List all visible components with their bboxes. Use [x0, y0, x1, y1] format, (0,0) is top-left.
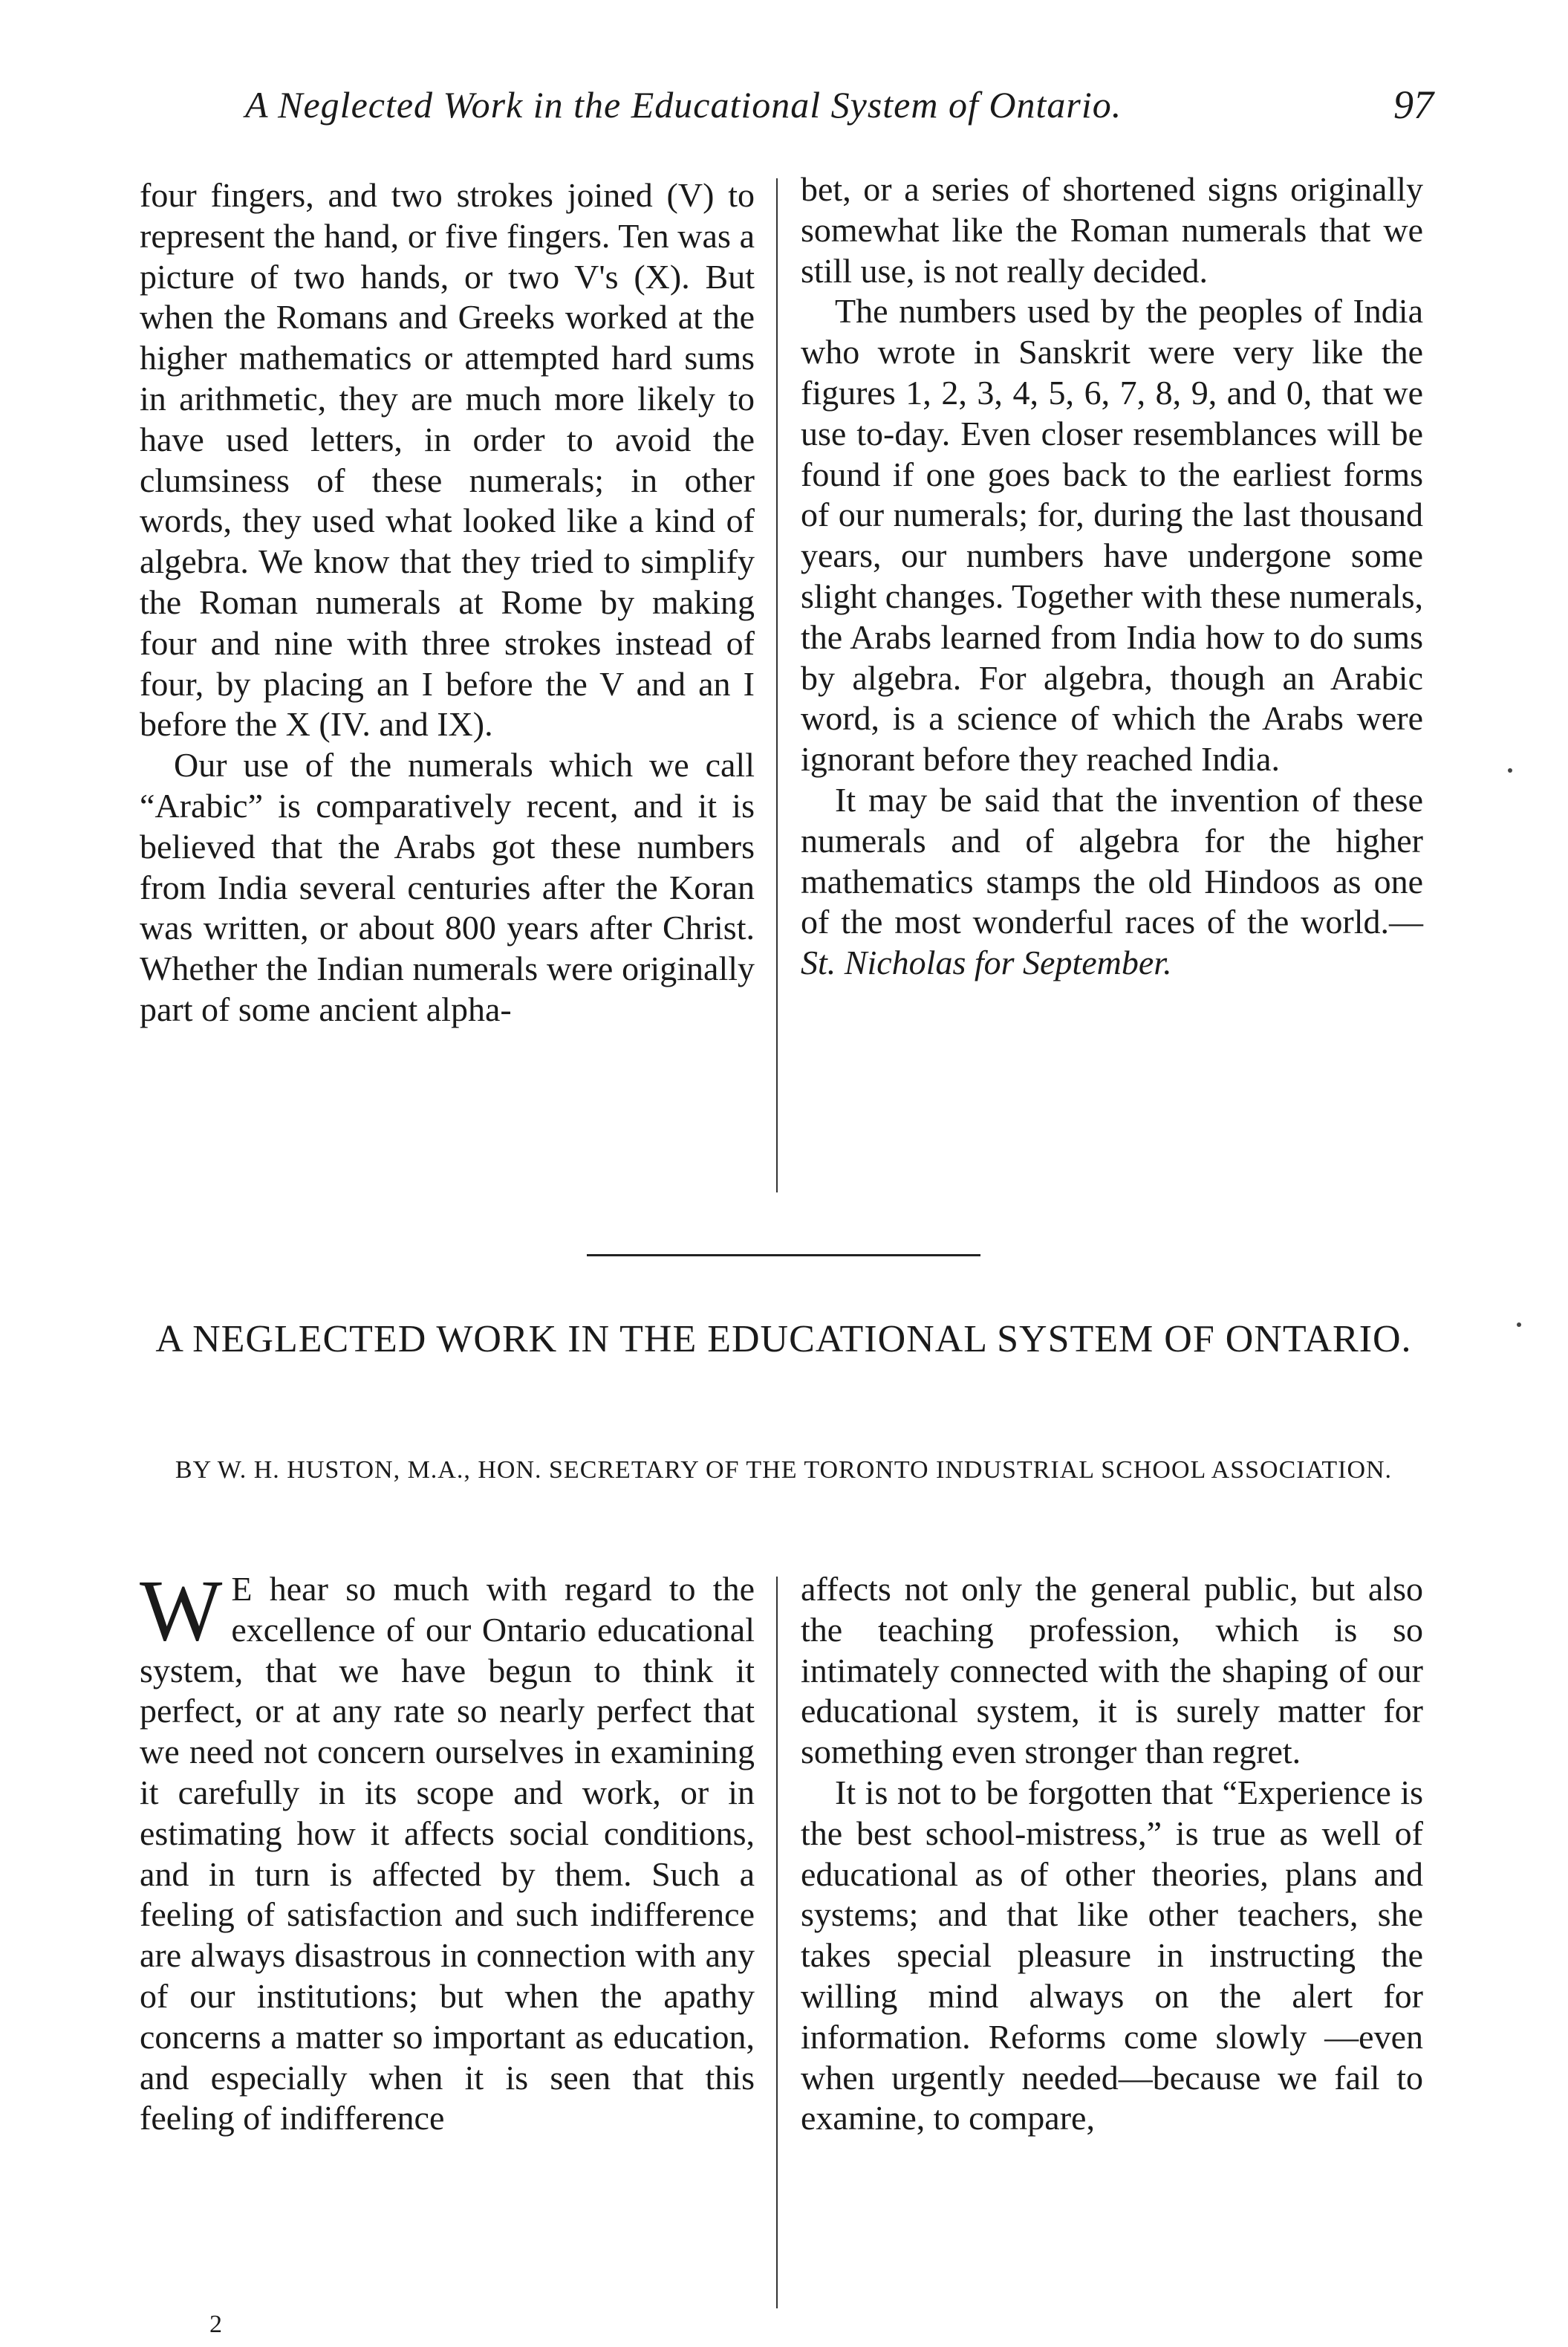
- column-divider-top: [776, 178, 778, 1192]
- scan-speck: [1517, 1322, 1521, 1327]
- top-left-paragraph-2: Our use of the numerals which we call “Arabic” is comparatively recent, and it is believed that the Arabs got these numbers from India several centuries after the Koran was written, or about 800 years after Christ. Whether the Indian numerals were originally part of some ancient alpha-: [140, 746, 755, 1028]
- article-title: A NEGLECTED WORK IN THE EDUCATIONAL SYSTEM OF ONTARIO.: [155, 1318, 1412, 1360]
- top-right-column: [801, 169, 1423, 984]
- article-byline: BY W. H. HUSTON, M.A., HON. SECRETARY OF THE TORONTO INDUSTRIAL SCHOOL ASSOCIATION.: [175, 1456, 1393, 1484]
- running-head: [245, 83, 1434, 143]
- bottom-left-paragraph-1: [140, 1562, 755, 2139]
- section-divider: [587, 1254, 980, 1256]
- column-divider-bottom: [776, 1577, 778, 2308]
- top-left-paragraph-1: four fingers, and two strokes joined (V) to represent the hand, or five fingers. Ten was a picture of two hands, or two V's (X). But when the Romans and Greeks worked at the higher mathematics or attempted hard sums in arithmetic, they are much more likely to have used letters, in order to avoid the clumsiness of these numerals; in other words, they used what looked like a kind of algebra. We know that they tried to simplify the Roman numerals at Rome by making four and nine with three strokes instead of four, by placing an I before the V and an I before the X (IV. and IX).: [140, 176, 755, 744]
- bottom-right-paragraph-1: affects not only the general public, but also the teaching profession, which is so intimately connected with the shaping of our educational system, it is surely matter for something even stronger than regret.: [801, 1570, 1423, 1771]
- top-right-paragraph-1: bet, or a series of shortened signs originally somewhat like the Roman numerals that we still use, is not really decided.: [801, 170, 1423, 290]
- running-head-title: A Neglected Work in the Educational System of Ontario.: [245, 84, 1122, 126]
- top-right-paragraph-3-text: It may be said that the invention of these numerals and of algebra for the higher mathematics stamps the old Hindoos as one of the most wonderful races of the world.—: [801, 780, 1423, 941]
- page-number: 97: [1393, 82, 1434, 127]
- scan-speck: [1508, 768, 1512, 773]
- signature-mark: 2: [209, 2311, 222, 2338]
- bottom-right-column: [801, 1569, 1423, 2139]
- source-citation: St. Nicholas for September.: [801, 944, 1172, 982]
- drop-cap: W: [140, 1562, 223, 1659]
- top-right-paragraph-3: [801, 780, 1423, 984]
- bottom-left-column: [140, 1562, 755, 2139]
- top-left-column: [140, 175, 755, 1030]
- top-right-paragraph-2: The numbers used by the peoples of India who wrote in Sanskrit were very like the figures 1, 2, 3, 4, 5, 6, 7, 8, 9, and 0, that we use to-day. Even closer resemblances will be found if one goes back to the earliest forms of our numerals; for, during the last thousand years, our numbers have undergone some slight changes. Together with these numerals, the Arabs learned from India how to do sums by algebra. For algebra, though an Arabic word, is a science of which the Arabs were ignorant before they reached India.: [801, 292, 1423, 779]
- bottom-right-paragraph-2: It is not to be forgotten that “Experience is the best school-mistress,” is true as well of educational as of other theories, plans and systems; and that like other teachers, she takes special pleasure in instructing the willing mind always on the alert for information. Reforms come slowly —even when urgently needed—because we fail to examine, to compare,: [801, 1773, 1423, 2137]
- bottom-left-paragraph-1-text: E hear so much with regard to the excellence of our Ontario educational system, that we have begun to think it perfect, or at any rate so nearly perfect that we need not concern ourselves in examining it carefully in its scope and work, or in estimating how it affects social conditions, and in turn is affected by them. Such a feeling of satisfaction and such indifference are always disastrous in connection with any of our institutions; but when the apathy concerns a matter so important as education, and especially when it is seen that this feeling of indifference: [140, 1570, 755, 2137]
